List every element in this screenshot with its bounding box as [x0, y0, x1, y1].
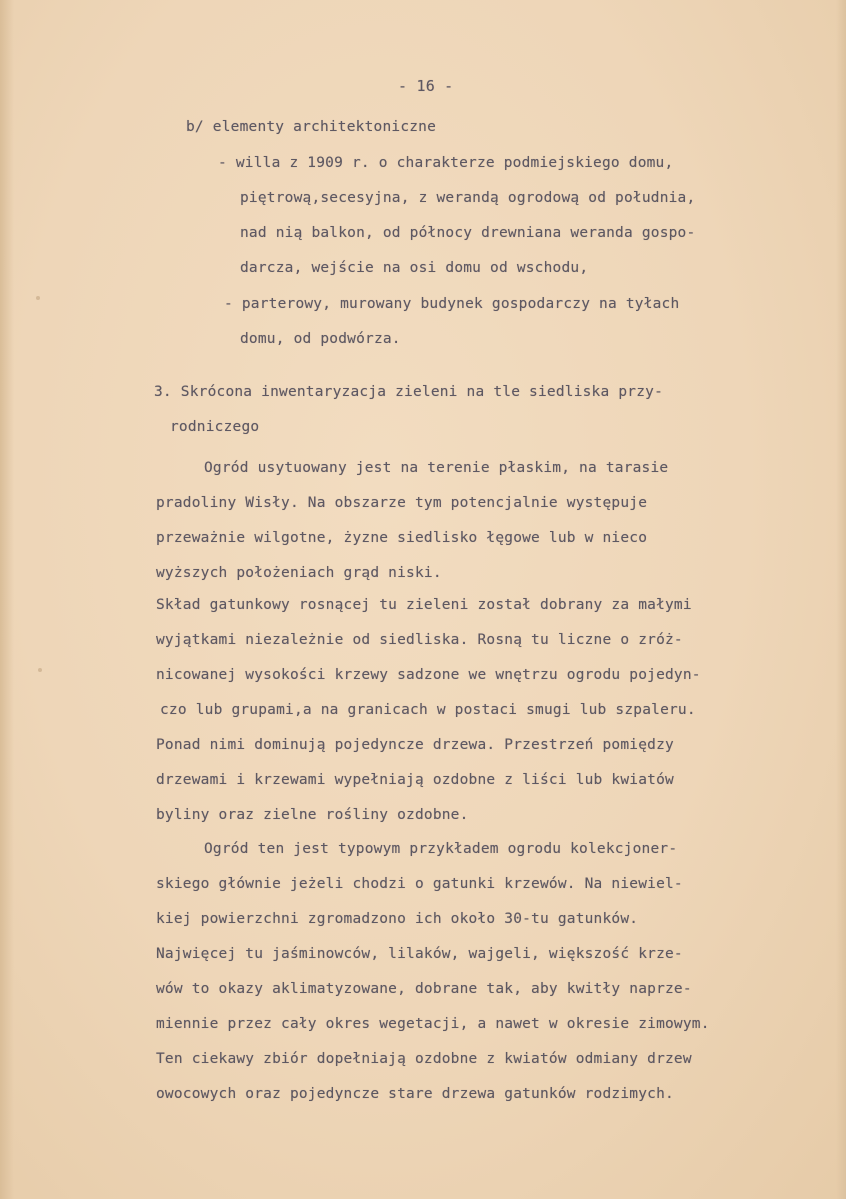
paragraph-line: Ponad nimi dominują pojedyncze drzewa. Przestrzeń pomiędzy [156, 737, 674, 753]
section-3-heading: 3. Skrócona inwentaryzacja zieleni na tle siedliska przy- [154, 384, 663, 400]
paragraph-line: skiego głównie jeżeli chodzi o gatunki krzewów. Na niewiel- [156, 876, 683, 892]
paper-speck [36, 296, 40, 300]
paragraph-line: Ogród usytuowany jest na terenie płaskim, na tarasie [204, 460, 669, 476]
text-line: nad nią balkon, od północy drewniana weranda gospo- [240, 225, 696, 241]
paragraph-line: Ten ciekawy zbiór dopełniają ozdobne z kwiatów odmiany drzew [156, 1051, 692, 1067]
section-b-heading: b/ elementy architektoniczne [186, 119, 437, 135]
paragraph-line: wyjątkami niezależnie od siedliska. Rosną tu liczne o zróż- [156, 632, 683, 648]
paper-speck [38, 668, 42, 672]
text-line: darcza, wejście na osi domu od wschodu, [240, 260, 589, 276]
paragraph-line: wów to okazy aklimatyzowane, dobrane tak, aby kwitły naprze- [156, 981, 692, 997]
paragraph-line: miennie przez cały okres wegetacji, a nawet w okresie zimowym. [156, 1016, 710, 1032]
paragraph-line: pradoliny Wisły. Na obszarze tym potencjalnie występuje [156, 495, 648, 511]
paragraph-line: Skład gatunkowy rosnącej tu zieleni został dobrany za małymi [156, 597, 692, 613]
paragraph-line: wyższych położeniach grąd niski. [156, 565, 442, 581]
paragraph-line: owocowych oraz pojedyncze stare drzewa gatunków rodzimych. [156, 1086, 674, 1102]
text-line: - parterowy, murowany budynek gospodarczy na tyłach [224, 296, 680, 312]
paragraph-line: Najwięcej tu jaśminowców, lilaków, wajgeli, większość krze- [156, 946, 683, 962]
text-line: piętrową,secesyjna, z werandą ogrodową od południa, [240, 190, 696, 206]
paragraph-line: drzewami i krzewami wypełniają ozdobne z liści lub kwiatów [156, 772, 674, 788]
paper-right-edge [836, 0, 846, 1199]
text-line: domu, od podwórza. [240, 331, 401, 347]
paragraph-line: przeważnie wilgotne, żyzne siedlisko łęgowe lub w nieco [156, 530, 648, 546]
page-number: - 16 - [398, 77, 454, 95]
text-line: - willa z 1909 r. o charakterze podmiejskiego domu, [218, 155, 674, 171]
paragraph-line: czo lub grupami,a na granicach w postaci smugi lub szpaleru. [160, 702, 696, 718]
paragraph-line: byliny oraz zielne rośliny ozdobne. [156, 807, 469, 823]
paragraph-line: kiej powierzchni zgromadzono ich około 30-tu gatunków. [156, 911, 639, 927]
paragraph-line: Ogród ten jest typowym przykładem ogrodu kolekcjoner- [204, 841, 678, 857]
section-3-heading-cont: rodniczego [170, 419, 260, 435]
paper-left-edge [0, 0, 14, 1199]
paragraph-line: nicowanej wysokości krzewy sadzone we wnętrzu ogrodu pojedyn- [156, 667, 701, 683]
